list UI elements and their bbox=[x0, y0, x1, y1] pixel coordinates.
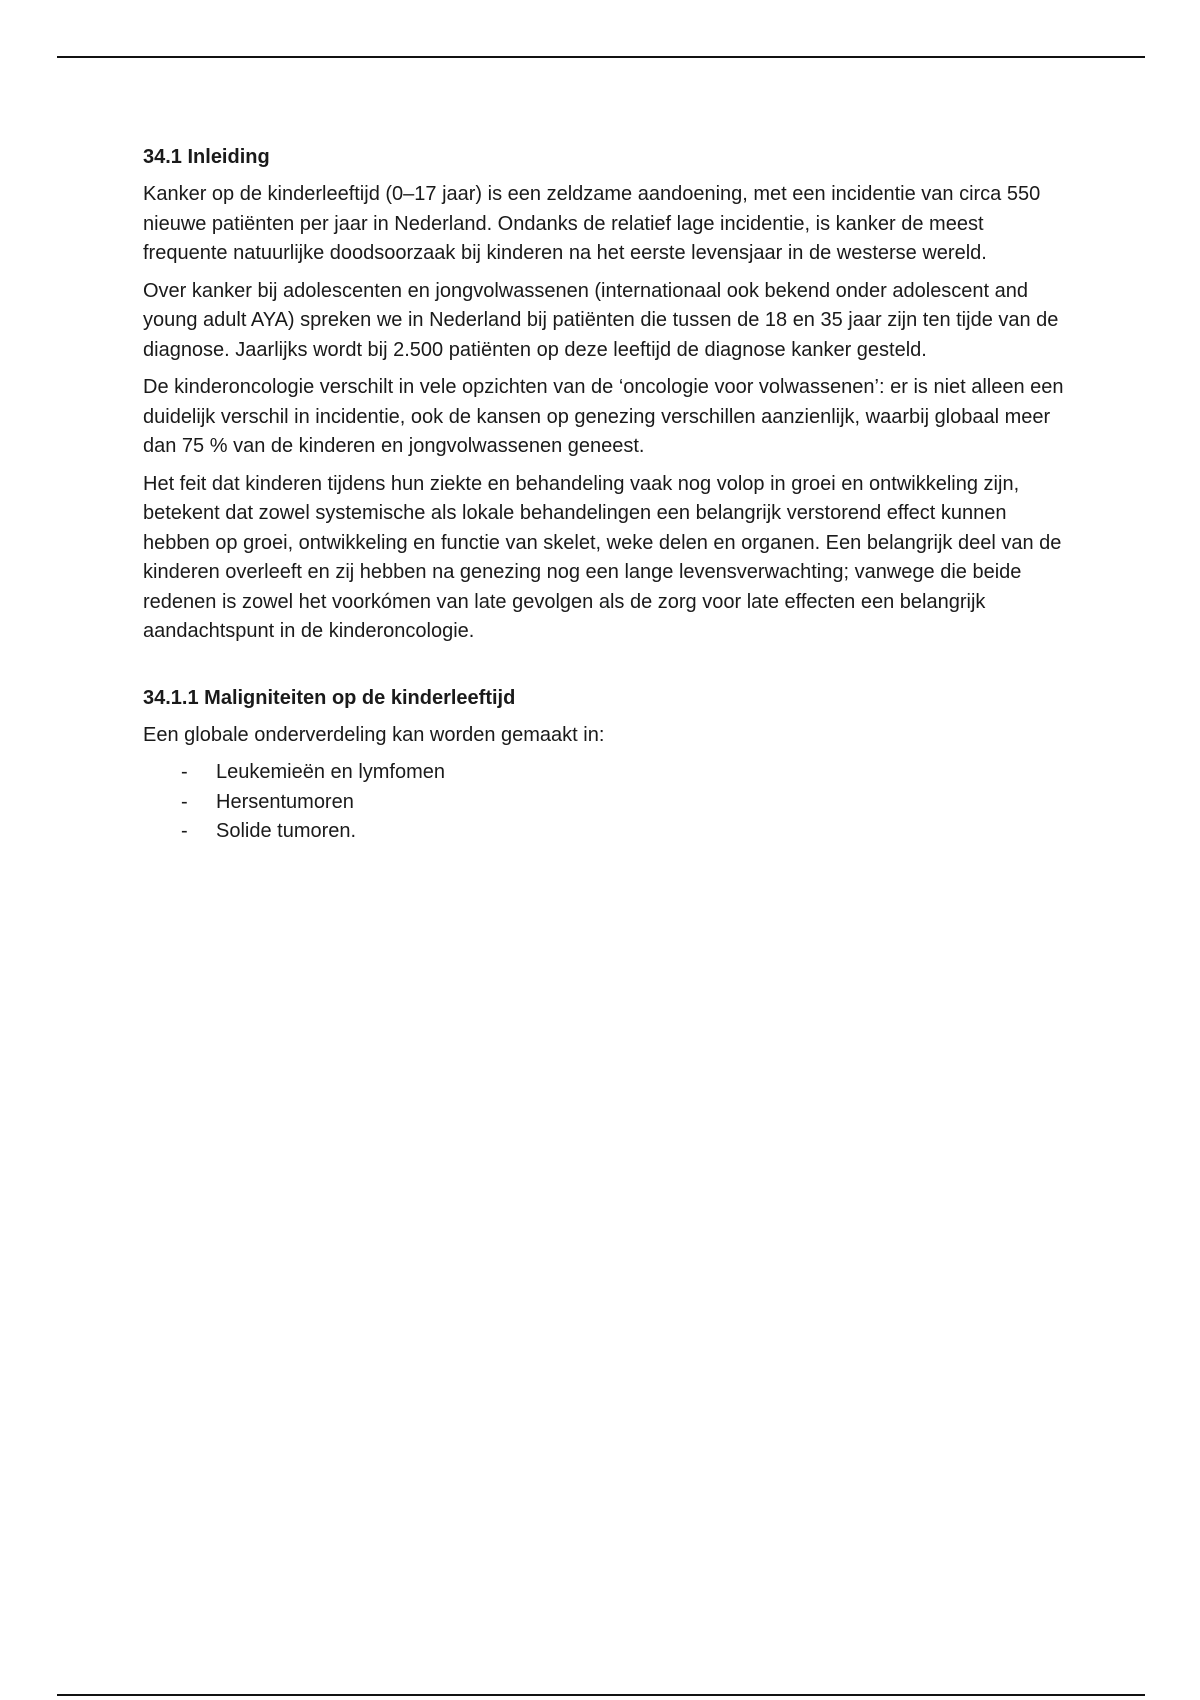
paragraph-aya: Over kanker bij adolescenten en jongvolwassenen (internationaal ook bekend onder adolescent and young adult AYA) spreken we in Nederland bij patiënten die tussen de 18 en 35 jaar zijn ten tijde van de diagnose. Jaarlijks wordt bij 2.500 patiënten op deze leeftijd de diagnose kanker gesteld. bbox=[143, 279, 1059, 361]
list-item-text: Leukemieën en lymfomen bbox=[216, 761, 446, 783]
list-item bbox=[143, 817, 1073, 847]
list-item-text: Solide tumoren. bbox=[216, 820, 357, 842]
subsection-intro: Een globale onderverdeling kan worden gemaakt in: bbox=[143, 723, 605, 746]
paragraph-incidence: Kanker op de kinderleeftijd (0–17 jaar) is een zeldzame aandoening, met een incidentie van circa 550 nieuwe patiënten per jaar in Nederland. Ondanks de relatief lage incidentie, is kanker de meest frequente natuurlijke doodsoorzaak bij kinderen na het eerste levensjaar in de westerse wereld. bbox=[143, 183, 1041, 264]
list-item bbox=[143, 758, 1073, 788]
malignancy-list bbox=[143, 758, 1073, 847]
document-body bbox=[143, 144, 1073, 847]
bullet-dash: - bbox=[181, 790, 188, 813]
bullet-dash: - bbox=[181, 820, 188, 842]
page-bottom-rule bbox=[57, 1694, 1145, 1696]
paragraph-differences: De kinderoncologie verschilt in vele opzichten van de ‘oncologie voor volwassenen’: er is niet alleen een duidelijk verschil in incidentie, ook de kansen op genezing verschillen aanzienlijk, waarbij globaal meer dan 75 % van de kinderen en jongvolwassenen geneest. bbox=[143, 376, 1064, 457]
list-item-text: Hersentumoren bbox=[216, 790, 354, 813]
bullet-dash: - bbox=[181, 761, 188, 783]
section-heading: 34.1 Inleiding bbox=[143, 146, 270, 168]
list-item bbox=[143, 788, 1073, 818]
subsection-heading: 34.1.1 Maligniteiten op de kinderleeftijd bbox=[143, 686, 516, 709]
page-top-rule bbox=[57, 56, 1145, 58]
paragraph-late-effects: Het feit dat kinderen tijdens hun ziekte en behandeling vaak nog volop in groei en ontwikkeling zijn, betekent dat zowel systemische als lokale behandelingen een belangrijk verstorend effect kunnen hebben op groei, ontwikkeling en functie van skelet, weke delen en organen. Een belangrijk deel van de kinderen overleeft en zij hebben na genezing nog een lange levensverwachting; vanwege die beide redenen is zowel het voorkómen van late gevolgen als de zorg voor late effecten een belangrijk aandachtspunt in de kinderoncologie. bbox=[143, 472, 1062, 642]
